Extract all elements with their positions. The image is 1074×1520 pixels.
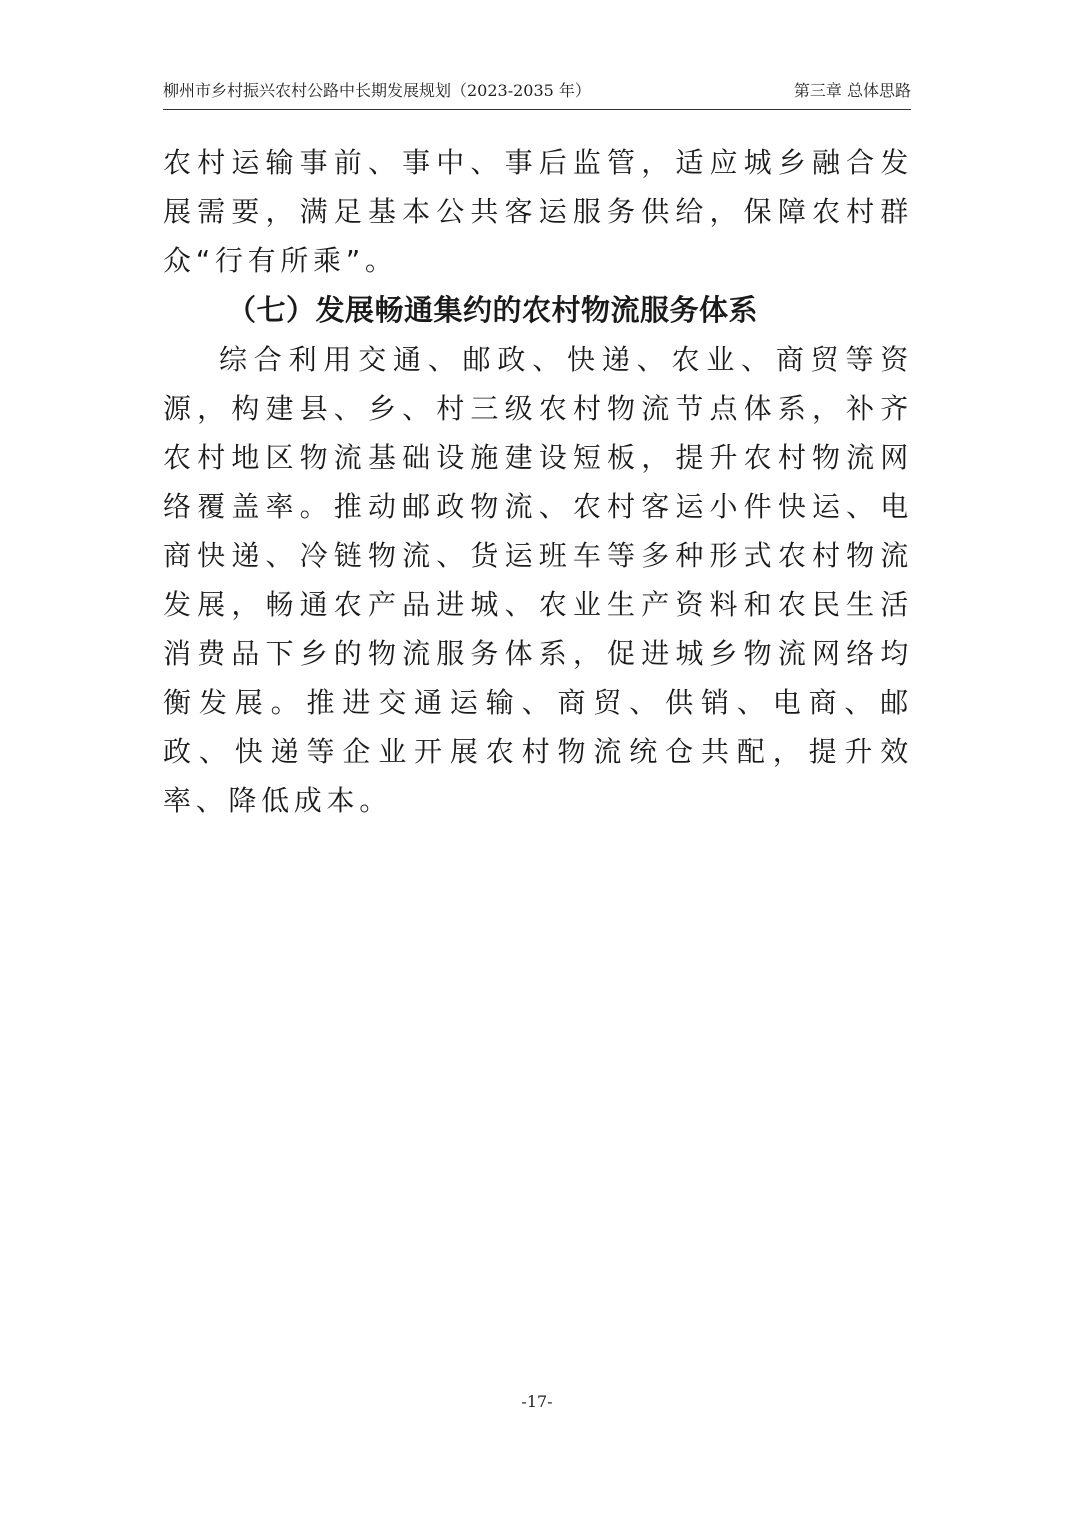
page-header [163, 78, 911, 104]
page-body [163, 138, 913, 825]
page-number: -17- [521, 1392, 553, 1411]
continued-paragraph: 农村运输事前、事中、事后监管，适应城乡融合发展需要，满足基本公共客运服务供给，保障农村群众“行有所乘”。 [163, 146, 913, 277]
header-chapter-title: 第三章 总体思路 [793, 81, 911, 100]
header-document-title: 柳州市乡村振兴农村公路中长期发展规划（2023-2035 年） [163, 81, 591, 100]
header-divider [163, 109, 911, 110]
section-heading: （七）发展畅通集约的农村物流服务体系 [227, 293, 759, 327]
section-paragraph: 综合利用交通、邮政、快递、农业、商贸等资源，构建县、乡、村三级农村物流节点体系，补齐农村地区物流基础设施建设短板，提升农村物流网络覆盖率。推动邮政物流、农村客运小件快运、电商快递、冷链物流、货运班车等多种形式农村物流发展，畅通农产品进城、农业生产资料和农民生活消费品下乡的物流服务体系，促进城乡物流网络均衡发展。推进交通运输、商贸、供销、电商、邮政、快递等企业开展农村物流统仓共配，提升效率、降低成本。 [163, 343, 913, 817]
